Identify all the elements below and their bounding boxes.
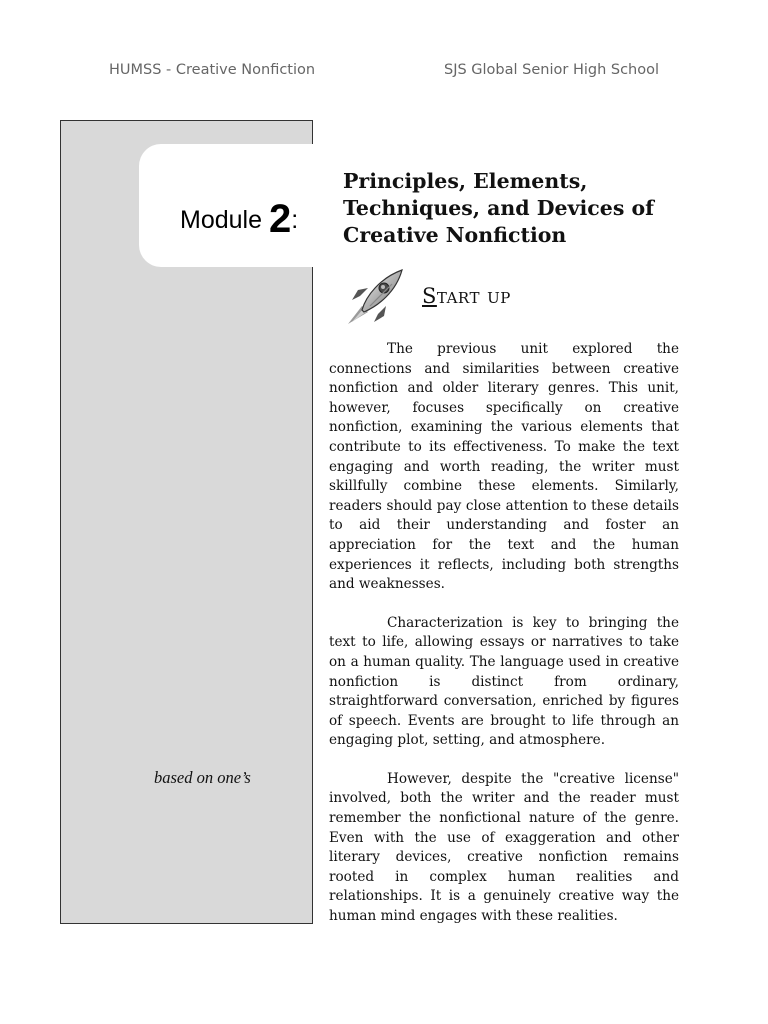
header-school-name: SJS Global Senior High School: [444, 62, 660, 78]
rocket-icon: [344, 266, 406, 328]
section-heading-start-up: [422, 284, 511, 308]
heading-rest: tart up: [436, 284, 511, 308]
title-line-3: Creative Nonfiction: [343, 223, 567, 247]
title-line-1: Principles, Elements,: [343, 169, 588, 193]
sidebar-note: based on one’s: [154, 768, 251, 787]
paragraph-1: The previous unit explored the connections and similarities between creative nonfiction and older literary genres. This unit, however, focuses specifically on creative nonfiction, examining the various elements that contribute to its effectiveness. To make the text engaging and worth reading, the writer must skillfully combine these elements. Similarly, readers should pay close attention to these details to aid their understanding and foster an appreciation for the text and the human experiences it reflects, including both strengths and weaknesses.: [329, 341, 679, 593]
paragraph-2: Characterization is key to bringing the text to life, allowing essays or narratives to take on a human quality. The language used in creative nonfiction is distinct from ordinary, straightforward conversation, enriched by figures of speech. Events are brought to life through an engaging plot, setting, and atmosphere.: [329, 614, 679, 749]
module-number: 2: [268, 197, 292, 241]
page-title: [343, 168, 723, 249]
module-colon: :: [291, 206, 299, 234]
heading-first-letter: S: [422, 284, 437, 308]
header-course-title: HUMSS - Creative Nonfiction: [109, 62, 316, 78]
module-label: [180, 193, 299, 241]
module-word: Module: [180, 206, 262, 234]
paragraph-3: However, despite the "creative license" involved, both the writer and the reader must remember the nonfictional nature of the genre. Even with the use of exaggeration and other literary devices, creative nonfiction remains rooted in complex human realities and relationships. It is a genuinely creative way the human mind engages with these realities.: [329, 770, 679, 925]
body-text: [329, 340, 679, 946]
title-line-2: Techniques, and Devices of: [343, 196, 654, 220]
